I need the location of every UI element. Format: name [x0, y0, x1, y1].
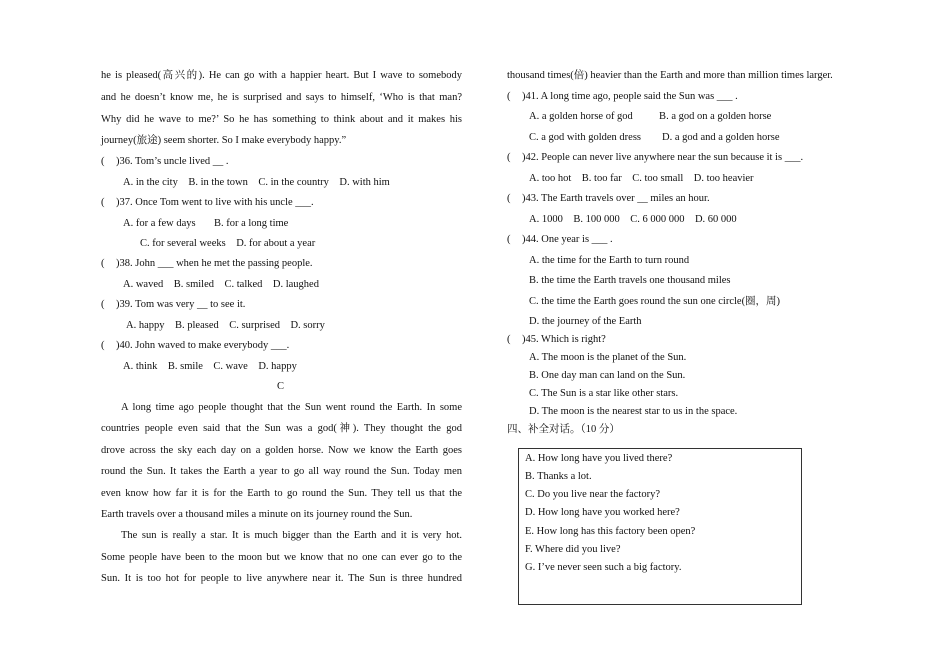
question-options: A. the time for the Earth to turn round [529, 255, 690, 266]
question-options: B. the time the Earth travels one thousand miles [529, 275, 731, 286]
question-options: D. The moon is the nearest star to us in the space. [529, 406, 738, 417]
question-options: C. for several weeks D. for about a year [140, 238, 316, 249]
question-stem: )43. The Earth travels over __ miles an hour. [522, 193, 710, 204]
passage-line: drove across the sky each day on a golden horse. Now we know the Earth goes [101, 445, 462, 456]
question-options: A. waved B. smiled C. talked D. laughed [123, 279, 319, 290]
question-41 [507, 92, 738, 103]
passage-line: round the Sun. It takes the Earth a year to go all way round the Sun. Today men [101, 466, 462, 477]
passage-line: Earth travels over a thousand miles a minute on its journey round the Sun. [101, 509, 413, 520]
question-options: A. happy B. pleased C. surprised D. sorry [126, 320, 325, 331]
question-options: A. too hot B. too far C. too small D. too heavier [529, 173, 754, 184]
question-39 [101, 300, 245, 311]
box-option: C. Do you live near the factory? [525, 489, 660, 500]
question-options: A. think B. smile C. wave D. happy [123, 361, 297, 372]
question-options: A. 1000 B. 100 000 C. 6 000 000 D. 60 000 [529, 214, 737, 225]
question-40 [101, 341, 289, 352]
section-heading: 四、补全对话。（10 分） [507, 424, 620, 435]
box-option: G. I’ve never seen such a big factory. [525, 562, 682, 573]
dialogue-options-box [518, 448, 802, 605]
question-stem: )38. John ___ when he met the passing people. [116, 258, 313, 269]
passage-line: thousand times(倍) heavier than the Earth and more than million times larger. [507, 70, 833, 81]
section-letter: C [277, 381, 285, 392]
box-option: B. Thanks a lot. [525, 471, 592, 482]
answer-blank[interactable]: ( [507, 234, 511, 245]
question-stem: )44. One year is ___ . [522, 234, 613, 245]
passage-line: Why did he wave to me?’ So he has something to think about and it makes his [101, 114, 462, 125]
box-option: A. How long have you lived there? [525, 453, 673, 464]
answer-blank[interactable]: ( [101, 258, 105, 269]
passage-line: even know how far it is for the Earth to go round the Sun. They tell us that the [101, 488, 462, 499]
passage-line: and he doesn’t know me, he is surprised and says to himself, ‘Who is that man? [101, 92, 462, 103]
question-stem: )42. People can never live anywhere near the sun because it is ___. [522, 152, 804, 163]
answer-blank[interactable]: ( [507, 193, 511, 204]
answer-blank[interactable]: ( [101, 156, 105, 167]
passage-line: Some people have been to the moon but we know that no one can ever go to the [101, 552, 462, 563]
question-options: D. the journey of the Earth [529, 316, 642, 327]
box-option: E. How long has this factory been open? [525, 526, 696, 537]
question-stem: )36. Tom’s uncle lived __ . [116, 156, 229, 167]
passage-line: The sun is really a star. It is much bigger than the Earth and it is very hot. [121, 530, 462, 541]
question-options: A. a golden horse of god B. a god on a golden horse [529, 111, 772, 122]
question-44 [507, 235, 613, 246]
question-options: C. the time the Earth goes round the sun one circle(圈，周) [529, 296, 781, 307]
question-options: A. for a few days B. for a long time [123, 218, 289, 229]
question-stem: )45. Which is right? [522, 334, 606, 345]
question-42 [507, 153, 803, 164]
box-option: D. How long have you worked here? [525, 507, 680, 518]
passage-line: countries people even said that the Sun was a god(神). They thought the god [101, 423, 462, 434]
question-options: C. a god with golden dress D. a god and a golden horse [529, 132, 780, 143]
question-36 [101, 157, 229, 168]
question-stem: )39. Tom was very __ to see it. [116, 299, 246, 310]
answer-blank[interactable]: ( [101, 299, 105, 310]
answer-blank[interactable]: ( [101, 340, 105, 351]
answer-blank[interactable]: ( [507, 334, 511, 345]
passage-line: A long time ago people thought that the Sun went round the Earth. In some [121, 402, 462, 413]
answer-blank[interactable]: ( [507, 152, 511, 163]
answer-blank[interactable]: ( [101, 197, 105, 208]
passage-line: journey(旅途) seem shorter. So I make everybody happy.” [101, 135, 347, 146]
question-options: B. One day man can land on the Sun. [529, 370, 686, 381]
passage-line: he is pleased(高兴的). He can go with a happier heart. But I wave to somebody [101, 70, 462, 81]
question-stem: )37. Once Tom went to live with his uncle ___. [116, 197, 314, 208]
question-38 [101, 259, 313, 270]
question-45 [507, 335, 606, 346]
question-stem: )41. A long time ago, people said the Sun was ___ . [522, 91, 738, 102]
question-43 [507, 194, 710, 205]
box-option: F. Where did you live? [525, 544, 621, 555]
passage-line: Sun. It is too hot for people to live anywhere near it. The Sun is three hundred [101, 573, 462, 584]
question-options: A. The moon is the planet of the Sun. [529, 352, 687, 363]
question-options: A. in the city B. in the town C. in the country D. with him [123, 177, 390, 188]
answer-blank[interactable]: ( [507, 91, 511, 102]
question-stem: )40. John waved to make everybody ___. [116, 340, 290, 351]
question-37 [101, 198, 314, 209]
question-options: C. The Sun is a star like other stars. [529, 388, 679, 399]
